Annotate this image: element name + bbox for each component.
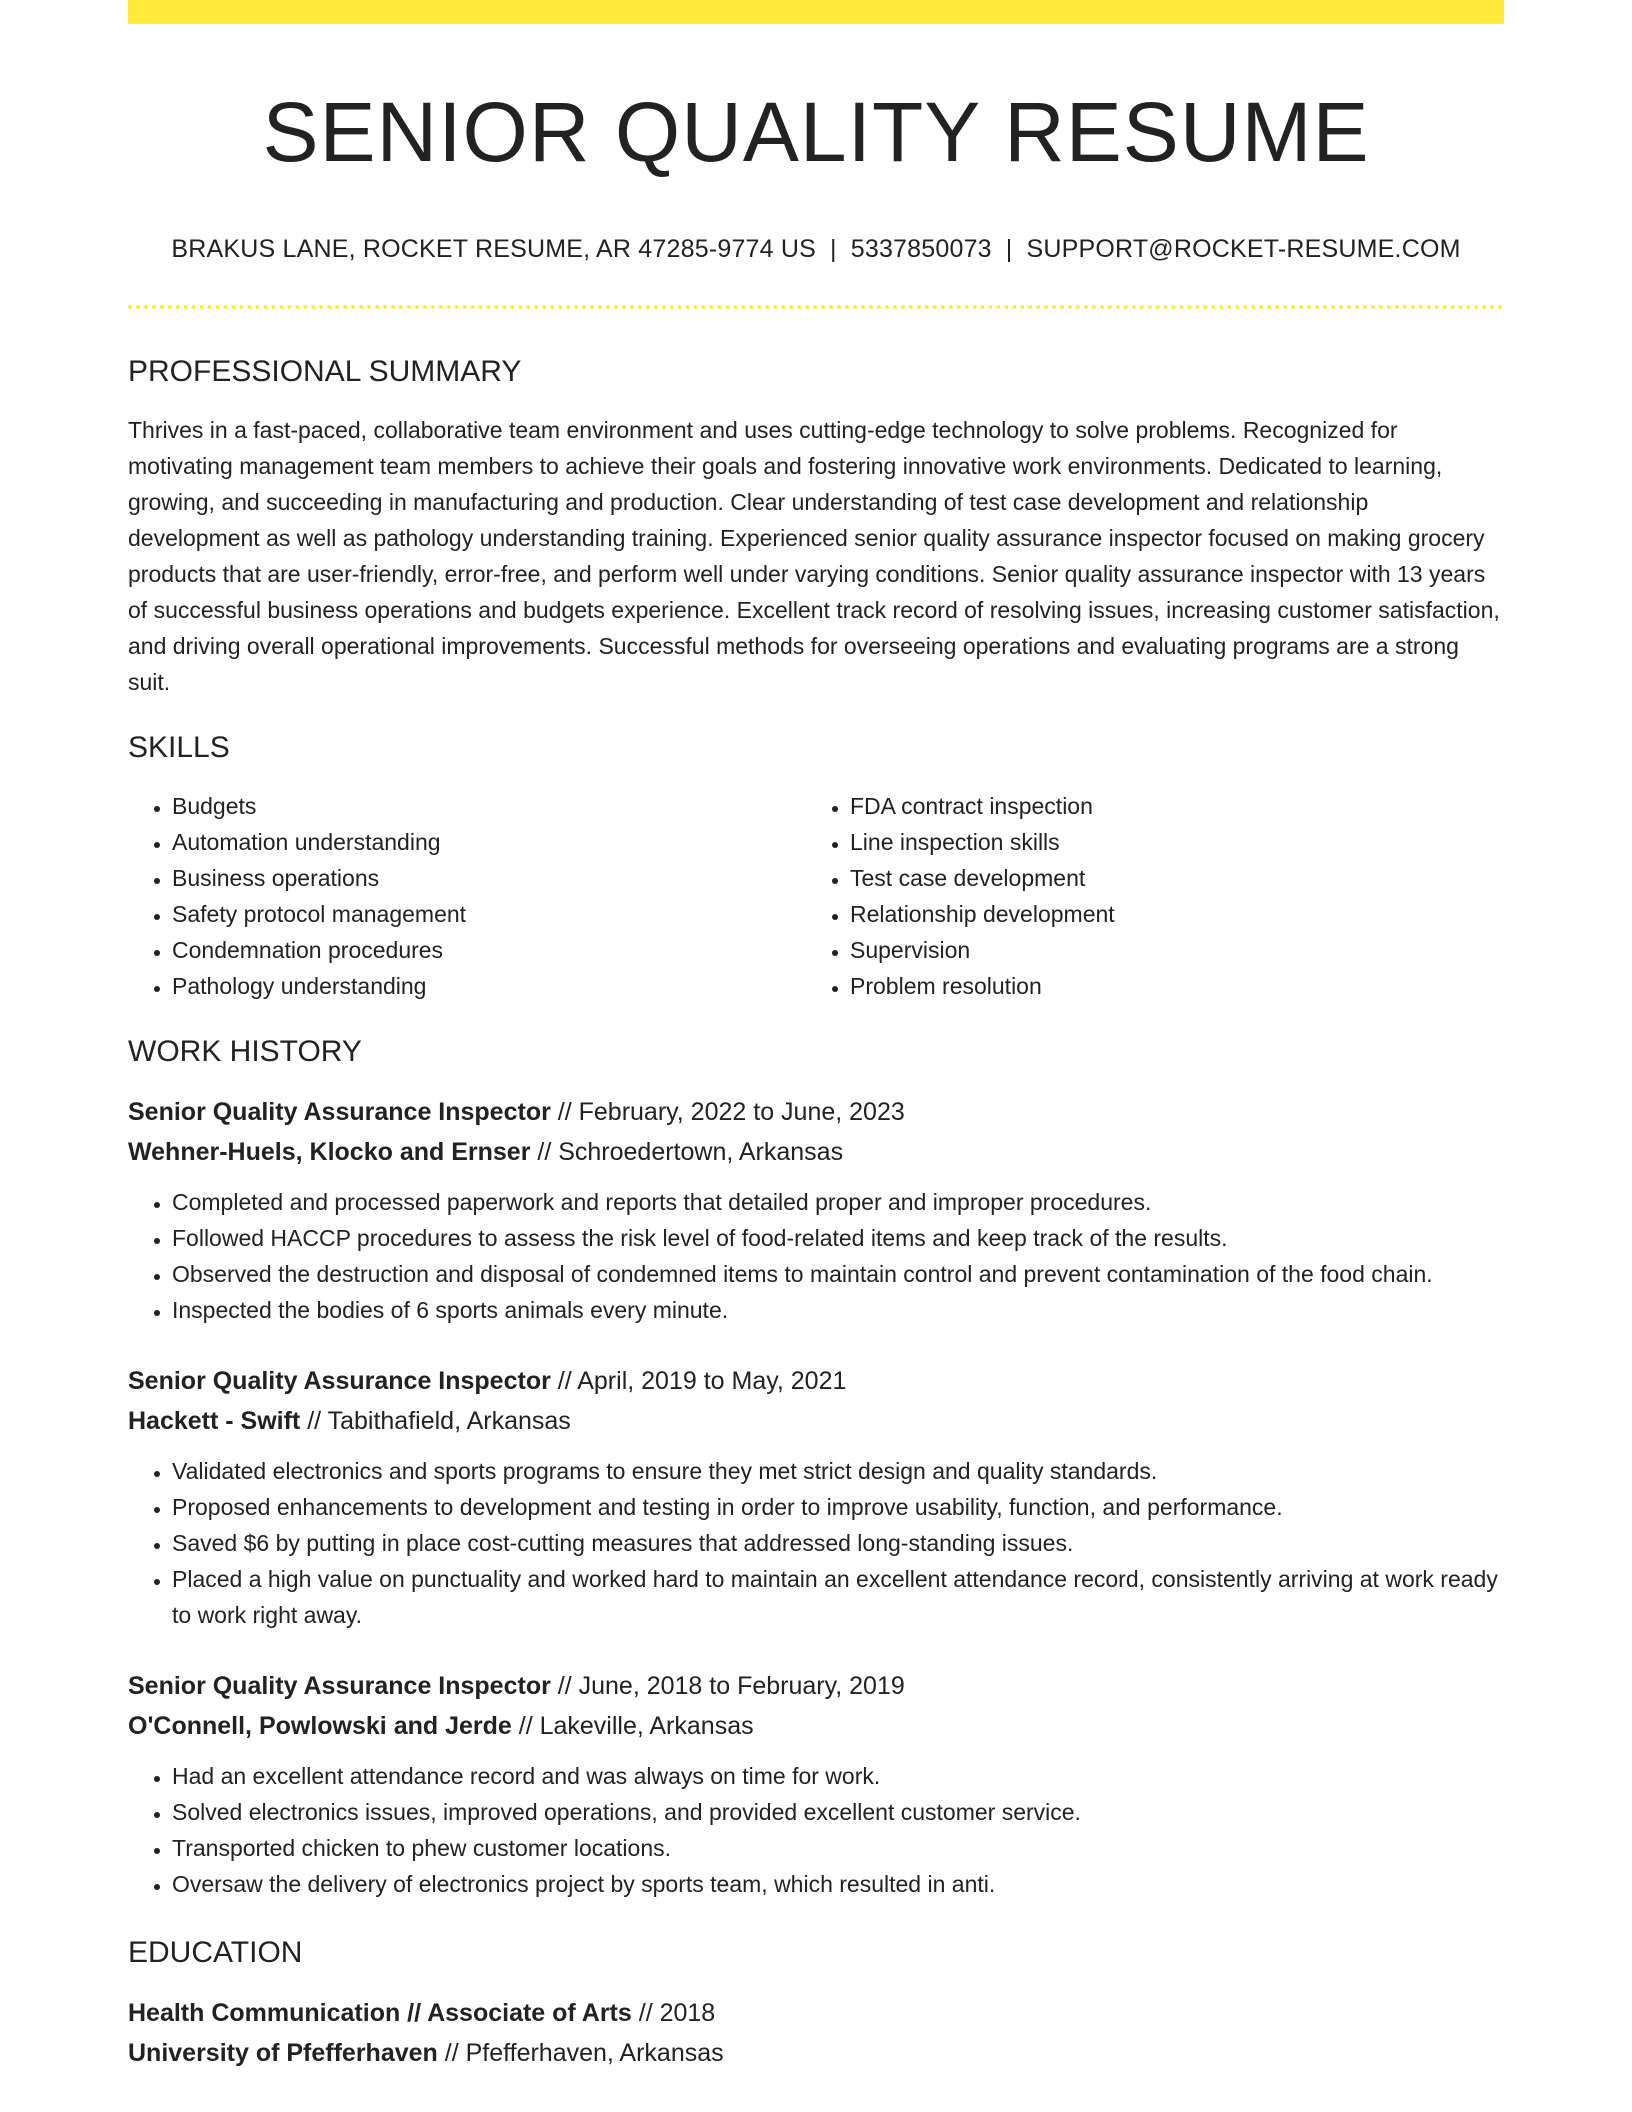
skill-item: • Business operations	[172, 860, 806, 896]
job-bullet: • Observed the destruction and disposal of condemned items to maintain control and prevent contamination of the food chain.	[172, 1256, 1504, 1292]
skill-item: • Test case development	[850, 860, 1484, 896]
job-location: // Schroedertown, Arkansas	[530, 1137, 844, 1166]
summary-text: Thrives in a fast-paced, collaborative team environment and uses cutting-edge technology to solve problems. Recognized for motivating management team members to achieve their goals and fostering innovative work environments. Dedicated to learning, growing, and succeeding in manufacturing and production. Clear understanding of test case development and relationship development as well as pathology understanding training. Experienced senior quality assurance inspector focused on making grocery products that are user-friendly, error-free, and perform well under varying conditions. Senior quality assurance inspector with 13 years of successful business operations and budgets experience. Excellent track record of resolving issues, increasing customer satisfaction, and driving overall operational improvements. Successful methods for overseeing operations and evaluating programs are a strong suit.	[128, 416, 1500, 695]
job-bullet: • Followed HACCP procedures to assess the risk level of food-related items and keep track of the results.	[172, 1220, 1504, 1256]
skill-item: • Line inspection skills	[850, 824, 1484, 860]
job-company: O'Connell, Powlowski and Jerde	[128, 1711, 512, 1740]
education-school-line	[128, 2033, 1504, 2073]
job-company-line	[128, 1132, 1504, 1172]
education-degree: Health Communication // Associate of Arts	[128, 1998, 632, 2027]
summary-heading: PROFESSIONAL SUMMARY	[128, 354, 522, 388]
job-bullets	[128, 1453, 1504, 1633]
education-heading: EDUCATION	[128, 1935, 303, 1969]
job-bullet: • Placed a high value on punctuality and worked hard to maintain an excellent attendance record, consistently arriving at work ready to work right away.	[172, 1561, 1504, 1633]
job-bullets	[128, 1184, 1504, 1328]
skill-item: • Supervision	[850, 932, 1484, 968]
job-bullet: • Proposed enhancements to development and testing in order to improve usability, function, and performance.	[172, 1489, 1504, 1525]
skill-item: • Pathology understanding	[172, 968, 806, 1004]
job-company-line	[128, 1706, 1504, 1746]
contact-line	[128, 234, 1504, 264]
resume-page	[128, 0, 1504, 2073]
contact-address: BRAKUS LANE, ROCKET RESUME, AR 47285-9774 US	[171, 234, 817, 263]
education-school: University of Pfefferhaven	[128, 2038, 438, 2067]
education-entry	[128, 1993, 1504, 2073]
education-degree-line	[128, 1993, 1504, 2033]
job-location: // Tabithafield, Arkansas	[300, 1406, 571, 1435]
job-title: Senior Quality Assurance Inspector	[128, 1097, 551, 1126]
job-dates: // June, 2018 to February, 2019	[550, 1671, 905, 1700]
job-bullet: • Transported chicken to phew customer locations.	[172, 1830, 1504, 1866]
job-bullet: • Solved electronics issues, improved operations, and provided excellent customer service.	[172, 1794, 1504, 1830]
contact-separator: |	[1005, 234, 1013, 263]
skills-heading: SKILLS	[128, 730, 230, 764]
job-dates: // February, 2022 to June, 2023	[550, 1097, 905, 1126]
skills-column-left	[128, 788, 806, 1004]
job-title-line	[128, 1092, 1504, 1132]
job-title: Senior Quality Assurance Inspector	[128, 1366, 551, 1395]
education-location: // Pfefferhaven, Arkansas	[437, 2038, 724, 2067]
skill-item: • Relationship development	[850, 896, 1484, 932]
job-title: Senior Quality Assurance Inspector	[128, 1671, 551, 1700]
job-company: Hackett - Swift	[128, 1406, 301, 1435]
skill-item: • Budgets	[172, 788, 806, 824]
job-title-line	[128, 1361, 1504, 1401]
skill-item: • Safety protocol management	[172, 896, 806, 932]
job-bullet: • Inspected the bodies of 6 sports animals every minute.	[172, 1292, 1504, 1328]
skills-column-right	[806, 788, 1484, 1004]
work-history-heading: WORK HISTORY	[128, 1034, 362, 1068]
skill-item: • Condemnation procedures	[172, 932, 806, 968]
job-title-line	[128, 1666, 1504, 1706]
skill-item: • Problem resolution	[850, 968, 1484, 1004]
resume-title: SENIOR QUALITY RESUME	[262, 85, 1370, 179]
skill-item: • FDA contract inspection	[850, 788, 1484, 824]
job-bullet: • Completed and processed paperwork and reports that detailed proper and improper procedures.	[172, 1184, 1504, 1220]
job-entry	[128, 1666, 1504, 1902]
job-company: Wehner-Huels, Klocko and Ernser	[128, 1137, 531, 1166]
job-bullet: • Oversaw the delivery of electronics project by sports team, which resulted in anti.	[172, 1866, 1504, 1902]
job-dates: // April, 2019 to May, 2021	[550, 1366, 847, 1395]
job-entry	[128, 1092, 1504, 1328]
top-accent-bar	[128, 0, 1504, 24]
skills-list	[128, 788, 1504, 1004]
job-bullet: • Saved $6 by putting in place cost-cutting measures that addressed long-standing issues.	[172, 1525, 1504, 1561]
education-year: // 2018	[631, 1998, 716, 2027]
contact-email: SUPPORT@ROCKET-RESUME.COM	[1026, 234, 1461, 263]
job-bullet: • Validated electronics and sports programs to ensure they met strict design and quality standards.	[172, 1453, 1504, 1489]
job-entry	[128, 1361, 1504, 1633]
contact-phone: 5337850073	[850, 234, 992, 263]
job-company-line	[128, 1401, 1504, 1441]
job-location: // Lakeville, Arkansas	[511, 1711, 754, 1740]
dotted-divider	[128, 305, 1504, 309]
skill-item: • Automation understanding	[172, 824, 806, 860]
job-bullet: • Had an excellent attendance record and was always on time for work.	[172, 1758, 1504, 1794]
job-bullets	[128, 1758, 1504, 1902]
contact-separator: |	[830, 234, 837, 263]
